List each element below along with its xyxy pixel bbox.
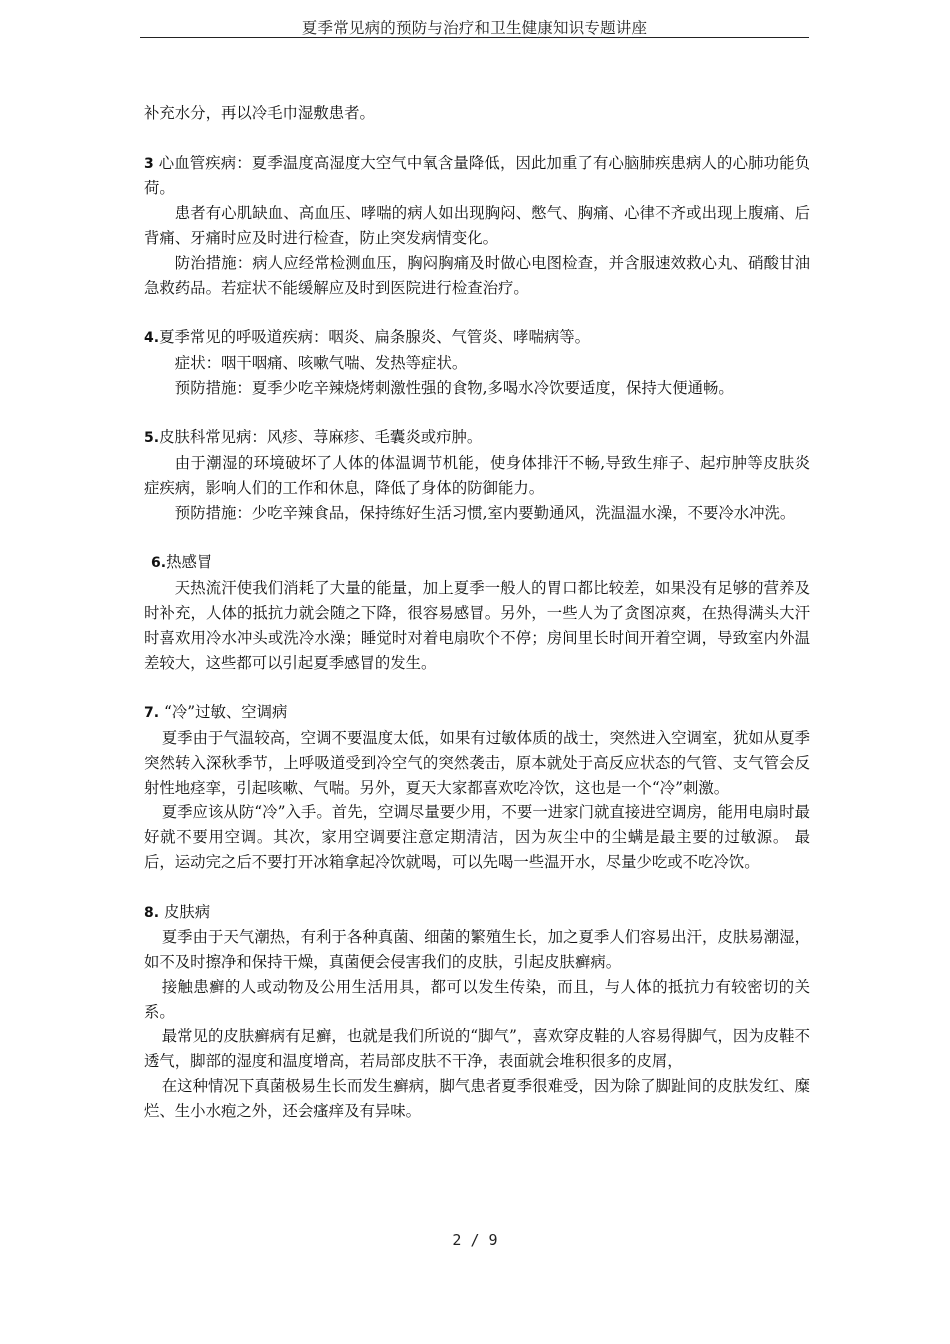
section-7-paragraph-1: 夏季由于气温较高，空调不要温度太低，如果有过敏体质的战士，突然进入空调室，犹如从夏季突然转入深秋季节，上呼吸道受到冷空气的突然袭击，原本就处于高反应状态的气管、支气管会反射性地痉挛，引起咳嗽、气喘。另外，夏天大家都喜欢吃冷饮，这也是一个“冷”刺激。 [144, 728, 810, 797]
section-number: 8. [144, 904, 160, 921]
paragraph-gap [144, 401, 810, 426]
paragraph-gap [144, 675, 810, 700]
section-heading-text: 热感冒 [166, 553, 213, 572]
section-3-heading [144, 151, 810, 202]
section-heading-text: 皮肤科常见病：风疹、荨麻疹、毛囊炎或疖肿。 [159, 428, 483, 447]
paragraph-gap [144, 126, 810, 151]
section-heading-text: 皮肤病 [159, 902, 211, 921]
section-4-heading [144, 325, 810, 351]
section-heading-text: 夏季常见的呼吸道疾病：咽炎、扁条腺炎、气管炎、哮喘病等。 [159, 328, 591, 347]
section-7-paragraph-2: 夏季应该从防“冷”入手。首先，空调尽量要少用，不要一进家门就直接进空调房，能用电扇时最好就不要用空调。其次，家用空调要注意定期清洁，因为灰尘中的尘螨是最主要的过敏源。 最后，运动完之后不要打开冰箱拿起冷饮就喝，可以先喝一些温开水，尽量少吃或不吃冷饮。 [144, 803, 810, 871]
section-5-heading [144, 425, 810, 451]
section-8-paragraph-1: 夏季由于天气潮热，有利于各种真菌、细菌的繁殖生长，加之夏季人们容易出汗，皮肤易潮湿，如不及时擦净和保持干燥，真菌便会侵害我们的皮肤，引起皮肤癣病。 [144, 928, 810, 972]
paragraph-continued: 补充水分，再以冷毛巾湿敷患者。 [144, 104, 375, 122]
section-6-heading [144, 550, 810, 576]
page-number: 2 / 9 [452, 1231, 498, 1249]
section-7-heading [144, 700, 810, 726]
section-heading-text: “冷”过敏、空调病 [159, 703, 288, 722]
section-5-paragraph-2: 预防措施：少吃辛辣食品，保持练好生活习惯,室内要勤通风，洗温温水澡，不要冷水冲洗。 [174, 503, 796, 522]
page-header-title: 夏季常见病的预防与治疗和卫生健康知识专题讲座 [301, 19, 648, 37]
section-8-paragraph-4: 在这种情况下真菌极易生长而发生癣病，脚气患者夏季很难受，因为除了脚趾间的皮肤发红、糜烂、生小水疱之外，还会瘙痒及有异味。 [144, 1077, 810, 1120]
header-rule [140, 37, 809, 38]
section-number: 5. [144, 430, 160, 447]
section-6-paragraph-1: 天热流汗使我们消耗了大量的能量，加上夏季一般人的胃口都比较差，如果没有足够的营养及时补充，人体的抵抗力就会随之下降，很容易感冒。另外，一些人为了贪图凉爽，在热得满头大汗时喜欢用冷水冲头或洗冷水澡；睡觉时对着电扇吹个不停；房间里长时间开着空调，导致室内外温差较大，这些都可以引起夏季感冒的发生。 [144, 579, 810, 672]
paragraph-gap [144, 300, 810, 325]
section-4-paragraph-2: 预防措施：夏季少吃辛辣烧烤刺激性强的食物,多喝水冷饮要适度，保持大便通畅。 [174, 378, 734, 397]
section-8-heading [144, 900, 810, 926]
section-3-paragraph-1: 患者有心肌缺血、高血压、哮喘的病人如出现胸闷、憋气、胸痛、心律不齐或出现上腹痛、后背痛、牙痛时应及时进行检查，防止突发病情变化。 [144, 204, 810, 247]
section-number: 6. [151, 555, 167, 572]
section-number: 4. [144, 330, 160, 347]
document-body [144, 101, 810, 1124]
paragraph-gap [144, 526, 810, 551]
section-8-paragraph-3: 最常见的皮肤癣病有足癣，也就是我们所说的“脚气”，喜欢穿皮鞋的人容易得脚气，因为皮鞋不透气，脚部的湿度和温度增高，若局部皮肤不干净，表面就会堆积很多的皮屑， [144, 1027, 810, 1071]
section-3-paragraph-2: 防治措施：病人应经常检测血压，胸闷胸痛及时做心电图检查，并含服速效救心丸、硝酸甘油急救药品。若症状不能缓解应及时到医院进行检查治疗。 [144, 253, 810, 297]
section-8-paragraph-2: 接触患癣的人或动物及公用生活用具，都可以发生传染，而且，与人体的抵抗力有较密切的关系。 [144, 977, 810, 1021]
section-5-paragraph-1: 由于潮湿的环境破坏了人体的体温调节机能，使身体排汗不畅,导致生痱子、起疖肿等皮肤炎症疾病，影响人们的工作和休息，降低了身体的防御能力。 [144, 454, 810, 497]
section-number: 7. [144, 705, 160, 722]
paragraph-gap [144, 875, 810, 900]
section-4-paragraph-1: 症状：咽干咽痛、咳嗽气喘、发热等症状。 [174, 353, 468, 372]
section-number: 3 [144, 155, 154, 172]
section-heading-text: 心血管疾病：夏季温度高湿度大空气中氧含量降低，因此加重了有心脑肺疾患病人的心肺功能负荷。 [144, 153, 810, 198]
